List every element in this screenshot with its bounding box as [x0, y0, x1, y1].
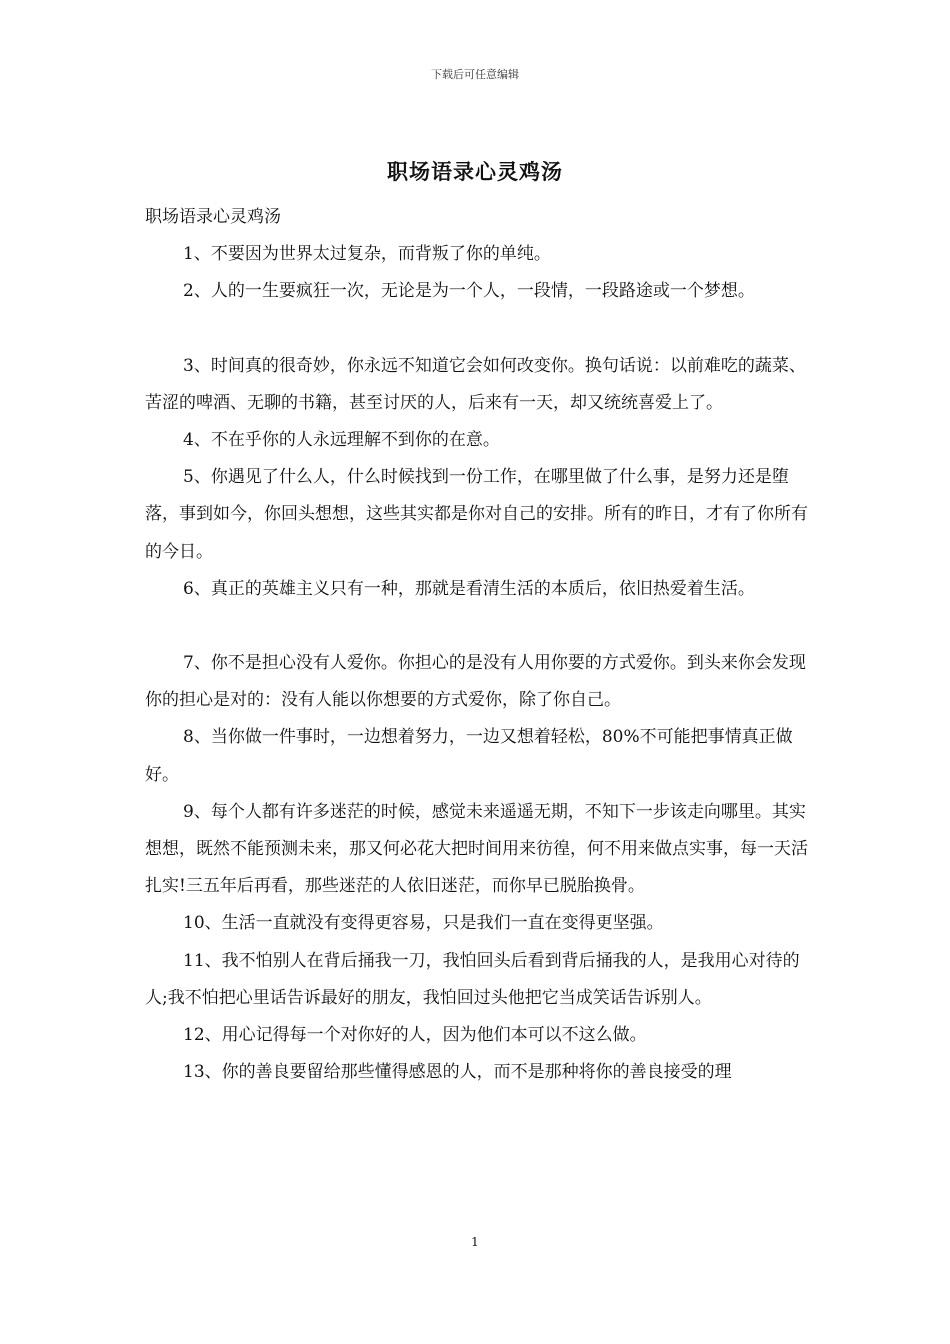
quote-paragraph-5: 5、你遇见了什么人，什么时候找到一份工作，在哪里做了什么事，是努力还是堕落，事到如今，你回头想想，这些其实都是你对自己的安排。所有的昨日，才有了你所有的今日。 [145, 467, 808, 562]
quote-paragraph-7: 7、你不是担心没有人爱你。你担心的是没有人用你要的方式爱你。到头来你会发现你的担心是对的：没有人能以你想要的方式爱你，除了你自己。 [145, 653, 806, 711]
quote-paragraph-1: 1、不要因为世界太过复杂，而背叛了你的单纯。 [183, 244, 551, 265]
quote-paragraph-2: 2、人的一生要疯狂一次，无论是为一个人，一段情，一段路途或一个梦想。 [183, 281, 755, 302]
page-header-note: 下载后可任意编辑 [431, 68, 519, 81]
quote-paragraph-6: 6、真正的英雄主义只有一种，那就是看清生活的本质后，依旧热爱着生活。 [183, 578, 755, 599]
quote-paragraph-13: 13、你的善良要留给那些懂得感恩的人，而不是那种将你的善良接受的理 [183, 1062, 732, 1083]
quote-paragraph-3: 3、时间真的很奇妙，你永远不知道它会如何改变你。换句话说：以前难吃的蔬菜、苦涩的啤酒、无聊的书籍，甚至讨厌的人，后来有一天，却又统统喜爱上了。 [145, 355, 806, 413]
document-body [145, 199, 809, 1091]
quote-paragraph-8: 8、当你做一件事时，一边想着努力，一边又想着轻松，80%不可能把事情真正做好。 [145, 727, 793, 785]
quote-paragraph-11: 11、我不怕别人在背后捅我一刀，我怕回头后看到背后捅我的人，是我用心对待的人;我不怕把心里话告诉最好的朋友，我怕回过头他把它当成笑话告诉别人。 [145, 950, 800, 1008]
quote-paragraph-9: 9、每个人都有许多迷茫的时候，感觉未来遥遥无期，不知下一步该走向哪里。其实想想，既然不能预测未来，那又何必花大把时间用来彷徨，何不用来做点实事，每一天活扎实!三五年后再看，那些迷茫的人依旧迷茫，而你早已脱胎换骨。 [145, 801, 808, 897]
quote-paragraph-10: 10、生活一直就没有变得更容易，只是我们一直在变得更坚强。 [183, 913, 664, 934]
document-title: 职场语录心灵鸡汤 [387, 159, 563, 184]
quote-paragraph-12: 12、用心记得每一个对你好的人，因为他们本可以不这么做。 [183, 1025, 647, 1046]
page-number: 1 [471, 1235, 479, 1249]
quote-paragraph-4: 4、不在乎你的人永远理解不到你的在意。 [183, 430, 500, 451]
document-subtitle: 职场语录心灵鸡汤 [145, 207, 281, 227]
